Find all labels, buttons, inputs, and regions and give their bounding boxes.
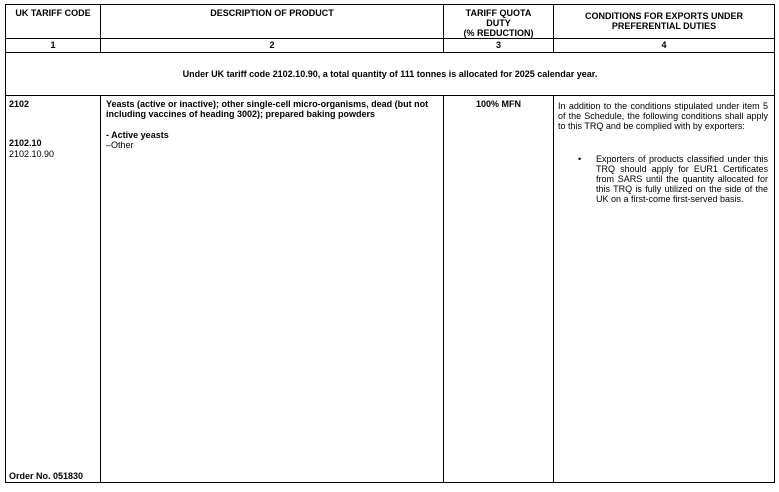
- header-col2-text: DESCRIPTION OF PRODUCT: [210, 8, 334, 18]
- header-col4-text: CONDITIONS FOR EXPORTS UNDER PREFERENTIAL DUTIES: [584, 11, 743, 31]
- allocation-row: [6, 53, 775, 96]
- header-col3-line1: TARIFF QUOTA: [465, 8, 532, 18]
- order-number: Order No. 051830: [9, 471, 84, 481]
- header-description: [101, 5, 444, 39]
- bullet-icon: •: [578, 154, 582, 164]
- conditions-cell: [554, 96, 775, 483]
- tariff-table: [5, 4, 775, 483]
- header-tariff-quota-duty: [444, 5, 554, 39]
- column-number-2: 2: [101, 39, 444, 53]
- header-conditions: [554, 5, 775, 39]
- column-number-3: 3: [444, 39, 554, 53]
- column-number-4: 4: [554, 39, 775, 53]
- header-col3-line2: DUTY: [486, 18, 511, 28]
- conditions-bullet-text: Exporters of products classified under this TRQ should apply for EUR1 Certificates from SARS until the quantity allocated for this TRQ is fully utilized on the side of the UK on a first-come first-served basis.: [596, 154, 768, 204]
- header-row: [6, 5, 775, 39]
- allocation-note: Under UK tariff code 2102.10.90, a total quantity of 111 tonnes is allocated for 2025 calendar year.: [6, 53, 775, 96]
- tariff-code-main: 2102: [9, 99, 30, 109]
- description-sub2: –Other: [106, 140, 134, 150]
- conditions-intro: In addition to the conditions stipulated under item 5 of the Schedule, the following conditions shall apply to this TRQ and be complied with by exporters:: [558, 101, 768, 131]
- conditions-bullet-item: [578, 154, 768, 204]
- tariff-code-cell: [6, 96, 101, 483]
- tariff-code-sub: 2102.10: [9, 138, 42, 148]
- header-col3-line3: (% REDUCTION): [463, 28, 534, 38]
- header-uk-tariff-code: [6, 5, 101, 39]
- column-number-row: [6, 39, 775, 53]
- header-col1-text: UK TARIFF CODE: [15, 8, 91, 18]
- description-sub: - Active yeasts: [106, 130, 169, 140]
- tariff-entry-row: [6, 96, 775, 483]
- description-cell: [101, 96, 444, 483]
- tariff-code-sub2: 2102.10.90: [9, 149, 55, 159]
- duty-cell: [444, 96, 554, 483]
- description-main: Yeasts (active or inactive); other single-cell micro-organisms, dead (but not including vaccines of heading 3002); prepared baking powders: [106, 99, 429, 119]
- duty-value: 100% MFN: [475, 99, 521, 109]
- column-number-1: 1: [6, 39, 101, 53]
